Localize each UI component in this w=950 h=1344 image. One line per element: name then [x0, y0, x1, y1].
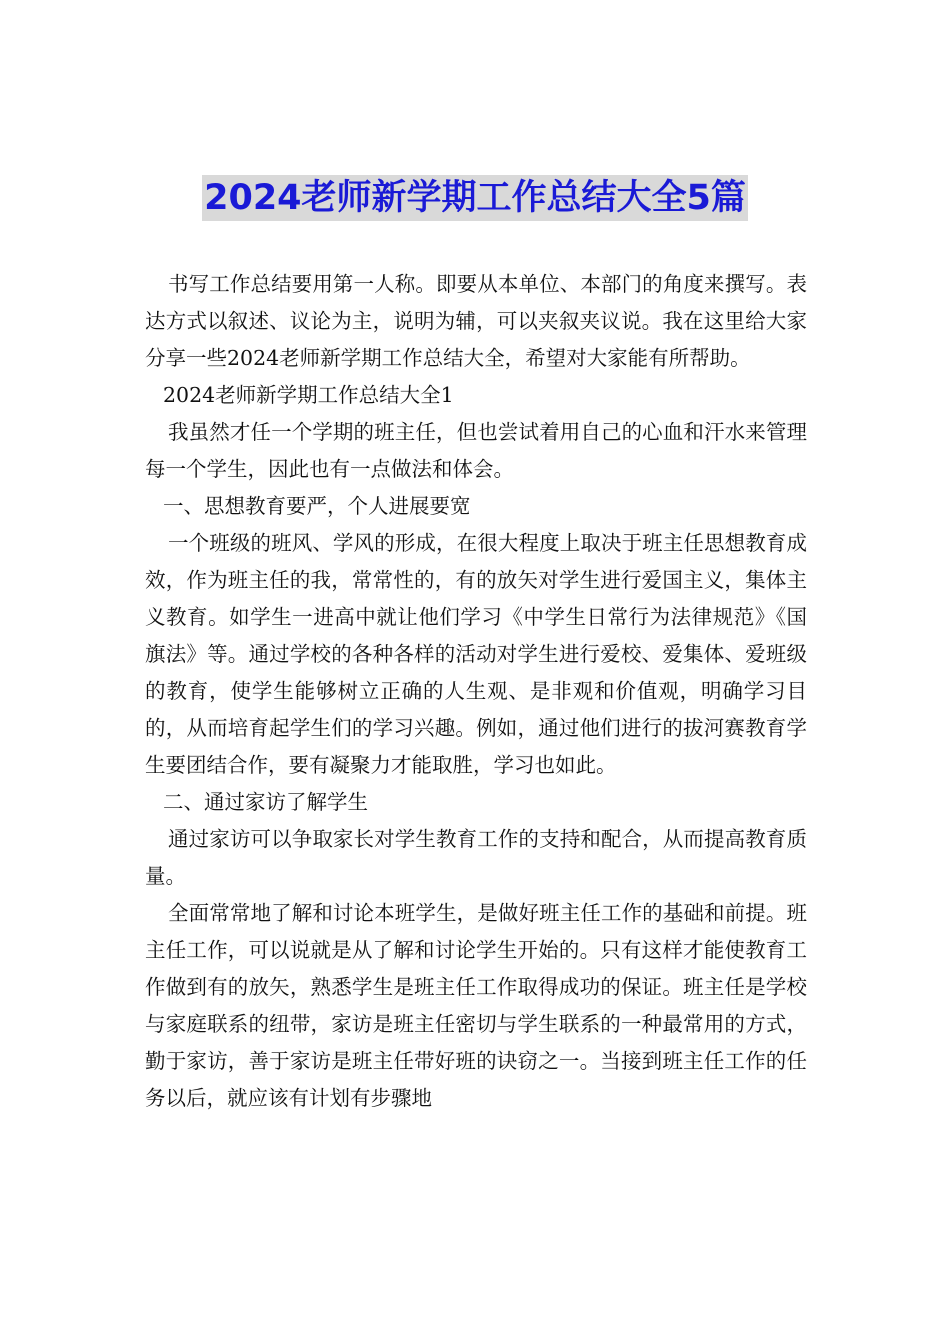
body-paragraph: 全面常常地了解和讨论本班学生，是做好班主任工作的基础和前提。班主任工作，可以说就是从了解和讨论学生开始的。只有这样才能使教育工作做到有的放矢，熟悉学生是班主任工作取得成功的保证。班主任是学校与家庭联系的纽带，家访是班主任密切与学生联系的一种最常用的方式，勤于家访，善于家访是班主任带好班的诀窃之一。当接到班主任工作的任务以后，就应该有计划有步骤地: [145, 901, 807, 1110]
body-paragraph: 通过家访可以争取家长对学生教育工作的支持和配合，从而提高教育质量。: [145, 827, 807, 888]
body-paragraph: 我虽然才任一个学期的班主任，但也尝试着用自己的心血和汗水来管理每一个学生，因此也有一点做法和体会。: [145, 420, 807, 481]
document-title: 2024老师新学期工作总结大全5篇: [202, 175, 748, 221]
subheading-home-visit: 二、通过家访了解学生: [163, 790, 368, 814]
section-heading-1: 2024老师新学期工作总结大全1: [163, 383, 454, 407]
document-body: [145, 266, 807, 1117]
subheading-thought-education: 一、思想教育要严，个人进展要宽: [163, 494, 471, 518]
title-wrapper: [0, 175, 950, 221]
body-paragraph: 一个班级的班风、学风的形成，在很大程度上取决于班主任思想教育成效，作为班主任的我，常常性的，有的放矢对学生进行爱国主义，集体主义教育。如学生一进高中就让他们学习《中学生日常行为法律规范》《国旗法》等。通过学校的各种各样的活动对学生进行爱校、爱集体、爱班级的教育，使学生能够树立正确的人生观、是非观和价值观，明确学习目的，从而培育起学生们的学习兴趣。例如，通过他们进行的拔河赛教育学生要团结合作，要有凝聚力才能取胜，学习也如此。: [145, 531, 807, 777]
intro-paragraph: 书写工作总结要用第一人称。即要从本单位、本部门的角度来撰写。表达方式以叙述、议论为主，说明为辅，可以夹叙夹议说。我在这里给大家分享一些2024老师新学期工作总结大全，希望对大家能有所帮助。: [145, 272, 807, 370]
